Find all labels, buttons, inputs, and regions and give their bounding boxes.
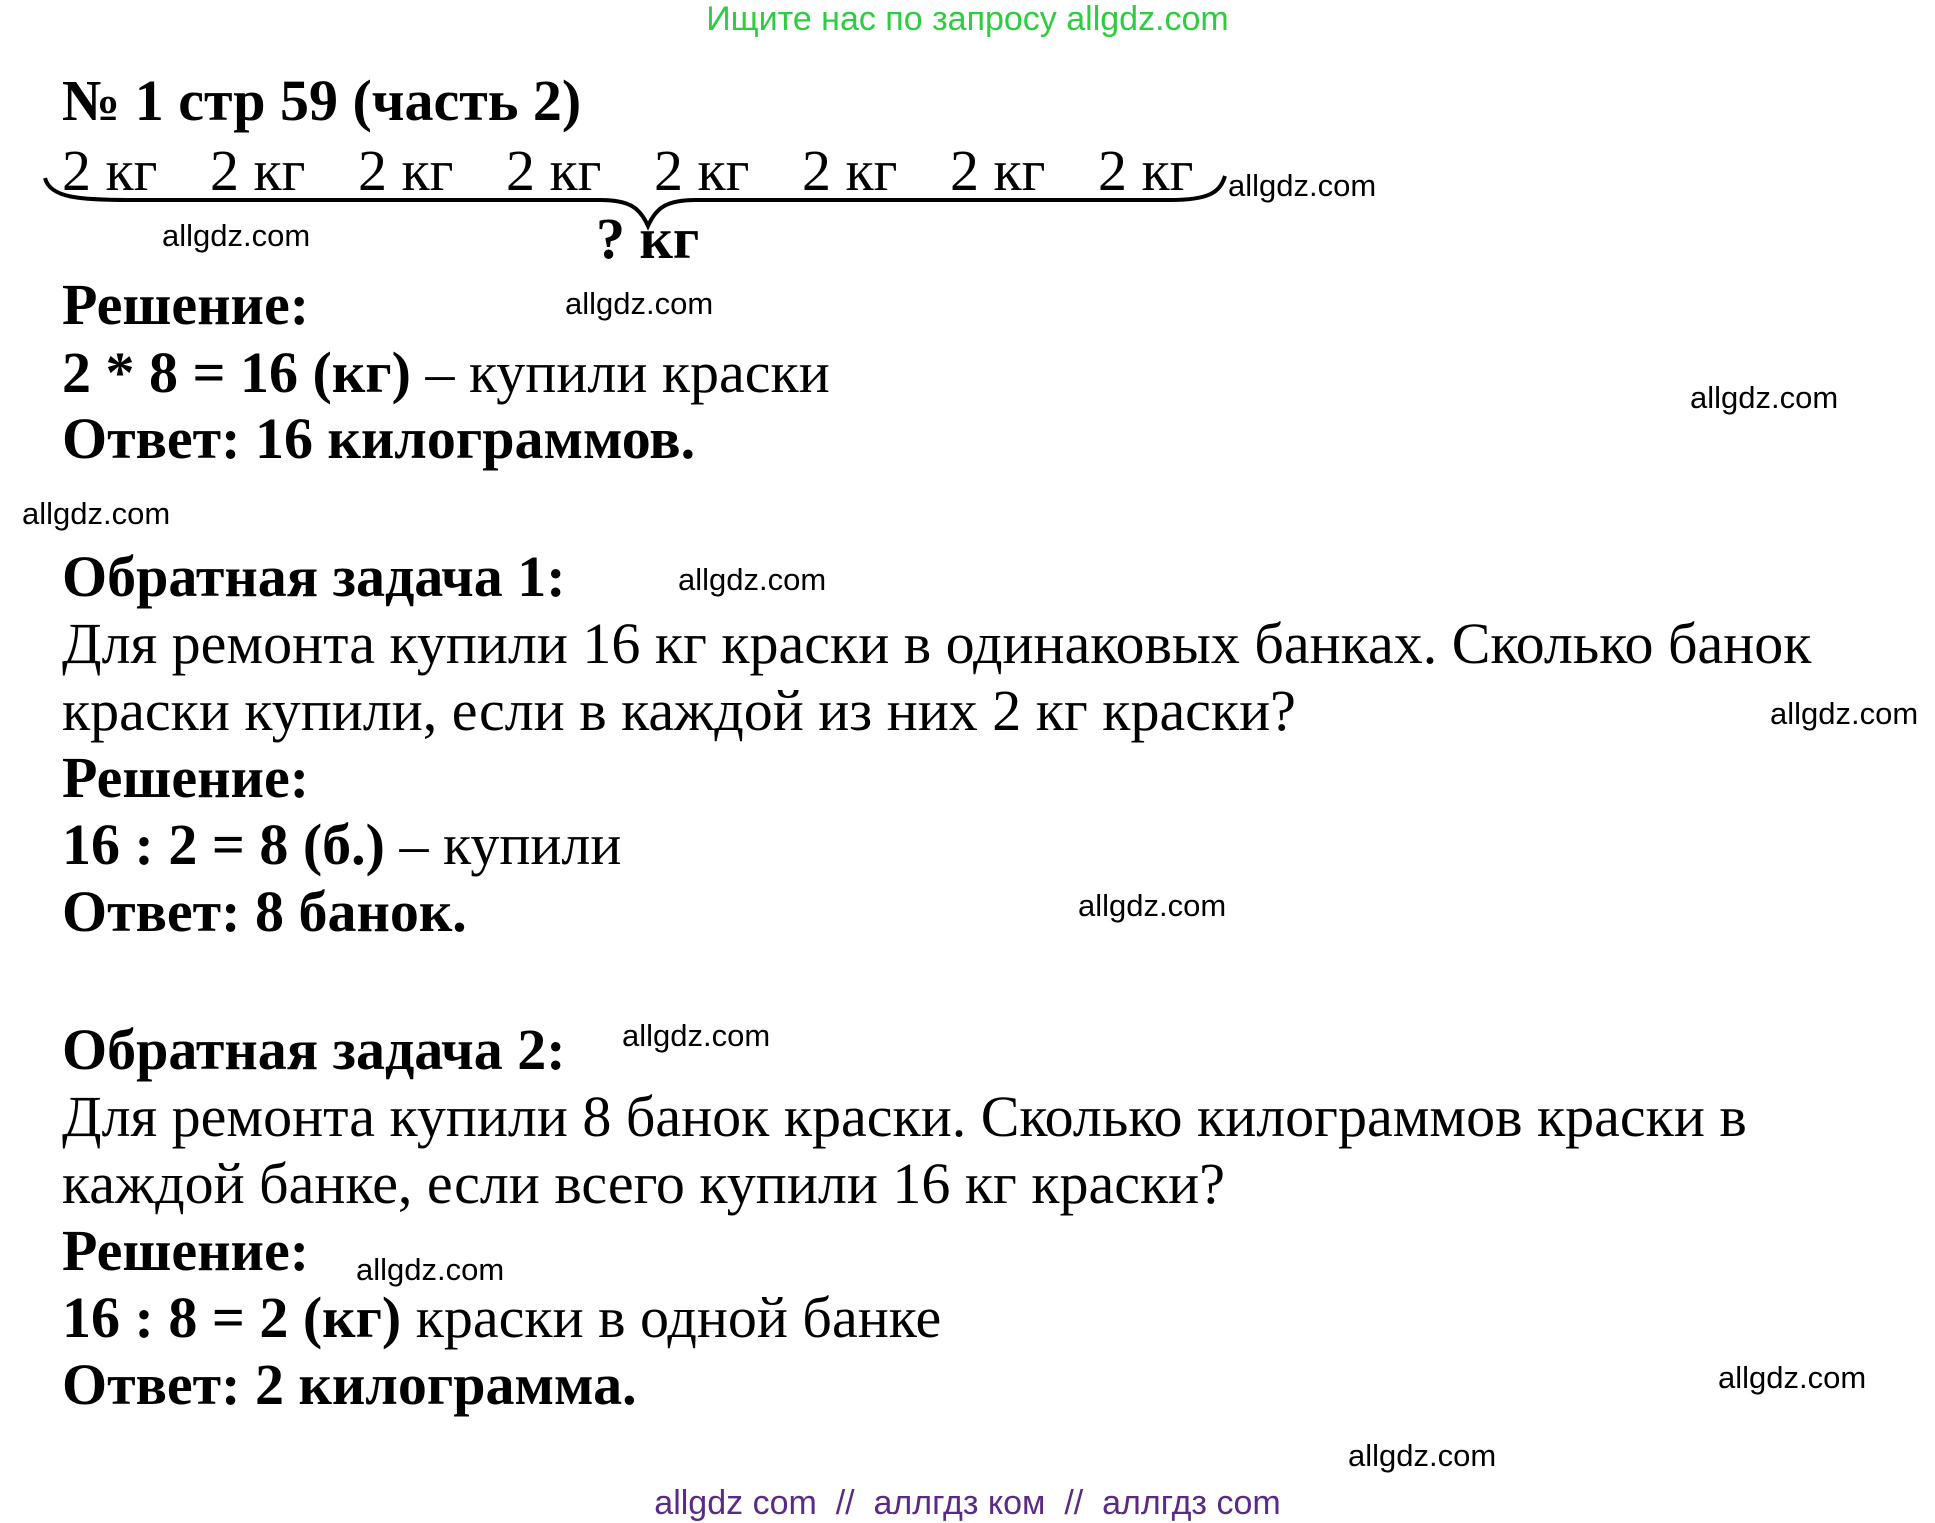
watermark: allgdz.com (678, 562, 827, 597)
inverse-task-1-text-line: краски купили, если в каждой из них 2 кг краски? (62, 678, 1296, 743)
inverse-task-1-answer: Ответ: 8 банок. (62, 879, 467, 944)
inverse-task-2-solution-label: Решение: (62, 1218, 310, 1283)
inverse-task-1-solution-label: Решение: (62, 745, 310, 810)
footer-links (0, 1484, 1935, 1523)
solution-comment: краски в одной банке (401, 1285, 942, 1350)
weight-item: 2 кг (802, 138, 898, 203)
footer-link[interactable]: allgdz com (654, 1484, 817, 1522)
watermark: allgdz.com (1718, 1360, 1867, 1395)
weight-item: 2 кг (358, 138, 454, 203)
inverse-task-1-heading: Обратная задача 1: (62, 544, 566, 609)
watermark: allgdz.com (565, 286, 714, 321)
total-label: ? кг (596, 206, 700, 271)
watermark: allgdz.com (1348, 1438, 1497, 1473)
inverse-task-2-text-line: Для ремонта купили 8 банок краски. Сколько килограммов краски в (62, 1084, 1747, 1149)
task-title: № 1 стр 59 (часть 2) (62, 68, 582, 133)
solution-comment: – купили краски (410, 340, 830, 405)
footer-separator: // (835, 1484, 855, 1522)
inverse-task-2-heading: Обратная задача 2: (62, 1017, 566, 1082)
solution-expression: 16 : 2 = 8 (б.) (62, 812, 385, 877)
solution-comment: – купили (385, 812, 622, 877)
solution-expression: 2 * 8 = 16 (кг) (62, 340, 411, 405)
weight-item: 2 кг (1098, 138, 1194, 203)
weight-item: 2 кг (950, 138, 1046, 203)
watermark: allgdz.com (162, 218, 311, 253)
watermark: allgdz.com (1690, 380, 1839, 415)
watermark: allgdz.com (1770, 696, 1919, 731)
footer-link[interactable]: аллгдз ком (873, 1484, 1046, 1522)
inverse-task-2-solution-line (62, 1285, 941, 1351)
inverse-task-2-answer: Ответ: 2 килограмма. (62, 1352, 637, 1417)
weight-item: 2 кг (654, 138, 750, 203)
inverse-task-1-text-line: Для ремонта купили 16 кг краски в одинаковых банках. Сколько банок (62, 611, 1812, 676)
inverse-task-2-text-line: каждой банке, если всего купили 16 кг краски? (62, 1151, 1225, 1216)
watermark: allgdz.com (1228, 168, 1377, 203)
solution-line (62, 340, 830, 406)
top-banner: Ищите нас по запросу allgdz.com (706, 0, 1229, 38)
solution-expression: 16 : 8 = 2 (кг) (62, 1285, 402, 1350)
watermark: allgdz.com (356, 1252, 505, 1287)
footer-link[interactable]: аллгдз com (1102, 1484, 1281, 1522)
inverse-task-1-solution-line (62, 812, 621, 878)
footer-separator: // (1064, 1484, 1084, 1522)
answer-line: Ответ: 16 килограммов. (62, 406, 696, 471)
weight-item: 2 кг (506, 138, 602, 203)
weight-item: 2 кг (210, 138, 306, 203)
solution-label: Решение: (62, 272, 310, 337)
watermark: allgdz.com (22, 496, 171, 531)
watermark: allgdz.com (1078, 888, 1227, 923)
watermark: allgdz.com (622, 1018, 771, 1053)
weight-item: 2 кг (62, 138, 158, 203)
